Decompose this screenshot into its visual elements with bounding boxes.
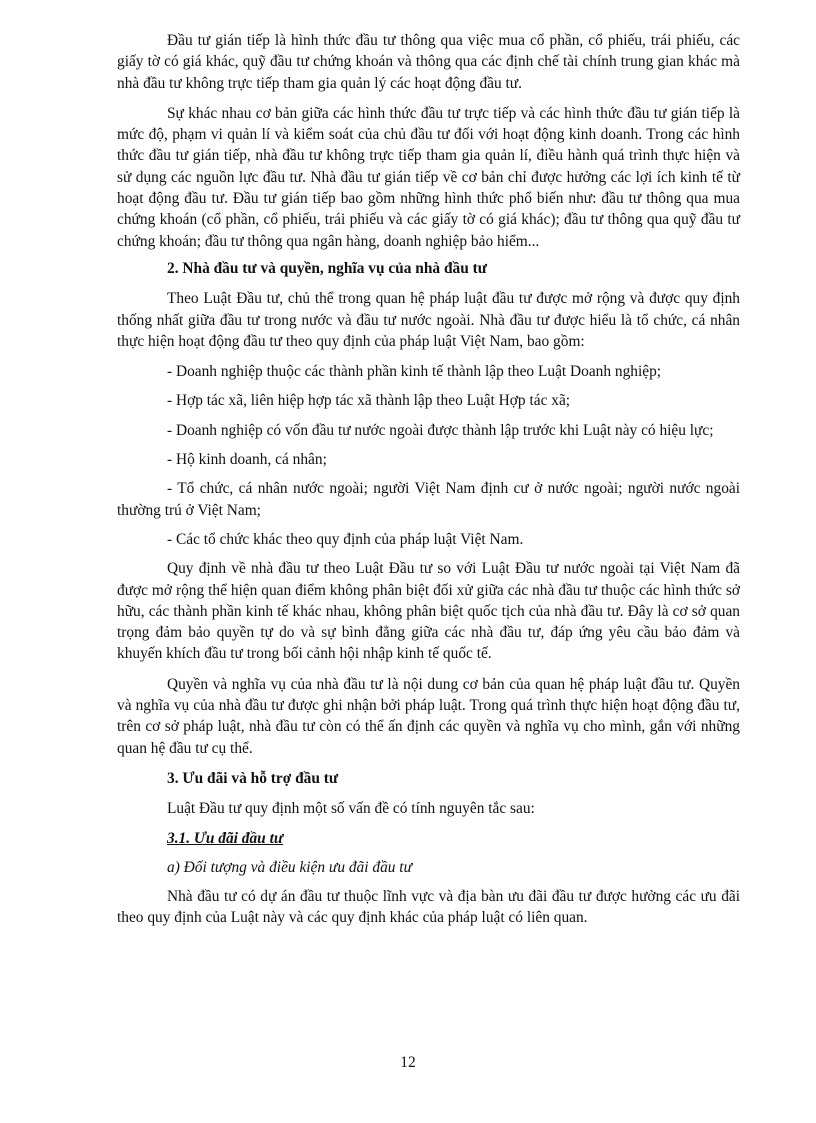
paragraph-incentive-eligibility: Nhà đầu tư có dự án đầu tư thuộc lĩnh vực và địa bàn ưu đãi đầu tư được hưởng các ưu đãi theo quy định của Luật này và các quy định khác của pháp luật có liên quan. <box>117 888 740 927</box>
list-item: - Các tổ chức khác theo quy định của pháp luật Việt Nam. <box>167 530 524 548</box>
paragraph-investor-definition: Theo Luật Đầu tư, chủ thể trong quan hệ pháp luật đầu tư được mở rộng và được quy định thống nhất giữa đầu tư trong nước và đầu tư nước ngoài. Nhà đầu tư được hiểu là tổ chức, cá nhân thực hiện hoạt động đầu tư theo quy định của pháp luật Việt Nam, bao gồm: <box>117 290 740 350</box>
paragraph-direct-vs-indirect: Sự khác nhau cơ bản giữa các hình thức đầu tư trực tiếp và các hình thức đầu tư gián tiếp là mức độ, phạm vi quản lí và kiểm soát của chủ đầu tư đối với hoạt động kinh doanh. Trong các hình thức đầu tư gián tiếp, nhà đầu tư không trực tiếp tham gia quản lí, điều hành quá trình thực hiện và sử dụng các nguồn lực đầu tư. Nhà đầu tư gián tiếp về cơ bản chỉ được hưởng các lợi ích kinh tế từ hoạt động đầu tư. Đầu tư gián tiếp bao gồm những hình thức phổ biến như: đầu tư thông qua mua chứng khoán (cổ phần, cổ phiếu, trái phiếu và các giấy tờ có giá khác); đầu tư thông qua quỹ đầu tư chứng khoán; đầu tư thông qua ngân hàng, doanh nghiệp bảo hiểm... <box>117 104 740 250</box>
paragraph-principles: Luật Đầu tư quy định một số vấn đề có tính nguyên tắc sau: <box>167 800 535 818</box>
list-item: - Tổ chức, cá nhân nước ngoài; người Việt Nam định cư ở nước ngoài; người nước ngoài thường trú ở Việt Nam; <box>117 480 740 519</box>
list-item: - Doanh nghiệp có vốn đầu tư nước ngoài được thành lập trước khi Luật này có hiệu lực; <box>167 421 714 439</box>
heading-subjects-conditions: a) Đối tượng và điều kiện ưu đãi đầu tư <box>167 858 412 876</box>
page-number: 12 <box>400 1054 416 1071</box>
heading-investment-incentives: 3.1. Ưu đãi đầu tư <box>167 829 284 847</box>
list-item: - Doanh nghiệp thuộc các thành phần kinh tế thành lập theo Luật Doanh nghiệp; <box>167 363 662 381</box>
document-page <box>117 30 740 938</box>
paragraph-investor-regulation: Quy định về nhà đầu tư theo Luật Đầu tư so với Luật Đầu tư nước ngoài tại Việt Nam đã được mở rộng thể hiện quan điểm không phân biệt đối xử giữa các nhà đầu tư thuộc các hình thức sở hữu, các thành phần kinh tế khác nhau, không phân biệt quốc tịch của nhà đầu tư. Đây là cơ sở quan trọng đảm bảo quyền tự do và sự bình đẳng giữa các nhà đầu tư, đáp ứng yêu cầu bảo đảm và khuyến khích đầu tư trong bối cảnh hội nhập kinh tế quốc tế. <box>117 560 740 663</box>
paragraph-indirect-investment: Đầu tư gián tiếp là hình thức đầu tư thông qua việc mua cổ phần, cổ phiếu, trái phiếu, các giấy tờ có giá khác, quỹ đầu tư chứng khoán và thông qua các định chế tài chính trung gian khác mà nhà đầu tư không trực tiếp tham gia quản lý các hoạt động đầu tư. <box>117 32 740 92</box>
paragraph-rights-obligations: Quyền và nghĩa vụ của nhà đầu tư là nội dung cơ bản của quan hệ pháp luật đầu tư. Quyền và nghĩa vụ của nhà đầu tư được ghi nhận bởi pháp luật. Trong quá trình thực hiện hoạt động đầu tư, trên cơ sở pháp luật, nhà đầu tư còn có thể ấn định các quyền và nghĩa vụ cho mình, gắn với những quan hệ đầu tư cụ thể. <box>117 675 740 757</box>
list-item: - Hộ kinh doanh, cá nhân; <box>167 451 327 469</box>
list-item: - Hợp tác xã, liên hiệp hợp tác xã thành lập theo Luật Hợp tác xã; <box>167 392 571 410</box>
heading-incentives-support: 3. Ưu đãi và hỗ trợ đầu tư <box>167 769 339 787</box>
heading-investors-rights: 2. Nhà đầu tư và quyền, nghĩa vụ của nhà đầu tư <box>167 259 487 277</box>
